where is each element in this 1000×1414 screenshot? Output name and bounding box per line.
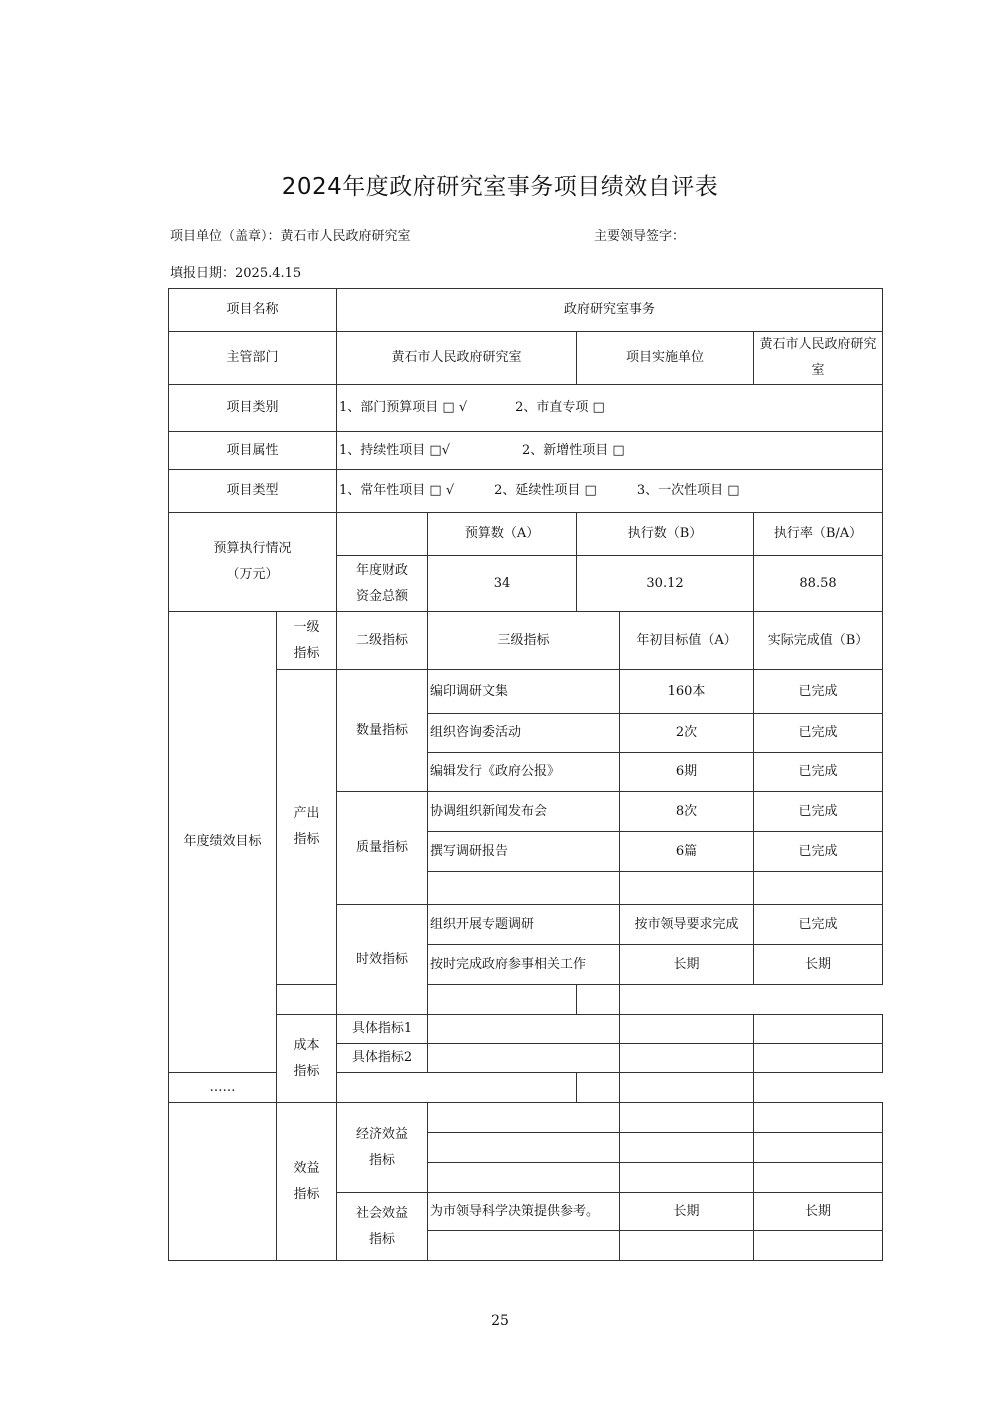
indicator-actual: 已完成 bbox=[754, 753, 883, 792]
cost-item: 具体指标2 bbox=[337, 1044, 428, 1073]
level2-header: 二级指标 bbox=[337, 612, 428, 670]
cost-item: …… bbox=[169, 1073, 277, 1103]
empty-cell bbox=[428, 1133, 620, 1163]
project-name-value: 政府研究室事务 bbox=[337, 289, 883, 332]
benefit-indicator-label bbox=[277, 1103, 337, 1261]
empty-cell bbox=[620, 1133, 754, 1163]
empty-cell bbox=[577, 985, 620, 1015]
indicator-target: 按市领导要求完成 bbox=[620, 905, 754, 945]
empty-cell bbox=[754, 872, 883, 905]
indicator-target: 6篇 bbox=[620, 832, 754, 872]
budget-label-line2: （万元） bbox=[226, 567, 279, 582]
empty-cell bbox=[620, 1163, 754, 1193]
economic-label-line2: 指标 bbox=[369, 1152, 396, 1168]
benefit-label-line1: 效益 bbox=[293, 1160, 320, 1176]
attribute-options bbox=[337, 432, 883, 470]
department-label: 主管部门 bbox=[169, 332, 337, 385]
annual-goal-label: 年度绩效目标 bbox=[169, 612, 277, 1073]
indicator-name: 按时完成政府参事相关工作 bbox=[428, 945, 620, 985]
level1-header bbox=[277, 612, 337, 670]
page-title: 2024年度政府研究室事务项目绩效自评表 bbox=[281, 174, 719, 200]
level1-header-line2: 指标 bbox=[293, 645, 320, 661]
leader-signature: 主要领导签字： bbox=[594, 229, 686, 244]
quality-indicator-label: 质量指标 bbox=[337, 792, 428, 905]
empty-cell bbox=[754, 1044, 883, 1073]
indicator-target: 8次 bbox=[620, 792, 754, 832]
empty-cell bbox=[620, 1073, 754, 1103]
indicator-target: 长期 bbox=[620, 945, 754, 985]
indicator-name: 编印调研文集 bbox=[428, 670, 620, 714]
empty-cell bbox=[754, 1231, 883, 1261]
attribute-option-2: 2、新增性项目 □ bbox=[522, 442, 625, 458]
output-label-line2: 指标 bbox=[293, 832, 320, 847]
budget-rate-value: 88.58 bbox=[754, 556, 883, 612]
indicator-name: 为市领导科学决策提供参考。 bbox=[428, 1193, 620, 1231]
indicator-name: 协调组织新闻发布会 bbox=[428, 792, 620, 832]
cost-item: 具体指标1 bbox=[337, 1015, 428, 1044]
social-label-line2: 指标 bbox=[369, 1231, 396, 1247]
cost-indicator-label bbox=[277, 1015, 337, 1103]
budget-row-label-line2: 资金总额 bbox=[356, 588, 409, 604]
level1-header-line1: 一级 bbox=[293, 619, 320, 635]
indicator-name: 组织咨询委活动 bbox=[428, 714, 620, 753]
empty-cell bbox=[169, 1103, 277, 1261]
output-indicator-label bbox=[277, 670, 337, 985]
project-unit: 项目单位（盖章）：黄石市人民政府研究室 bbox=[170, 229, 411, 244]
empty-cell bbox=[277, 985, 428, 1015]
empty-cell bbox=[620, 872, 754, 905]
indicator-actual: 长期 bbox=[754, 945, 883, 985]
cost-label-line2: 指标 bbox=[293, 1063, 320, 1079]
empty-cell bbox=[620, 1015, 754, 1044]
quantity-indicator-label: 数量指标 bbox=[337, 670, 428, 792]
empty-cell bbox=[577, 1073, 620, 1103]
budget-row-label-line1: 年度财政 bbox=[356, 562, 409, 578]
budget-label-line1: 预算执行情况 bbox=[213, 541, 292, 556]
timeliness-indicator-label: 时效指标 bbox=[337, 905, 428, 1015]
type-label: 项目类型 bbox=[169, 470, 337, 513]
level3-header: 三级指标 bbox=[428, 612, 620, 670]
empty-cell bbox=[620, 1231, 754, 1261]
output-label-line1: 产出 bbox=[293, 806, 320, 821]
category-label: 项目类别 bbox=[169, 385, 337, 432]
indicator-actual: 已完成 bbox=[754, 832, 883, 872]
empty-cell bbox=[620, 1103, 754, 1133]
empty-cell bbox=[337, 1073, 577, 1103]
budget-row-label bbox=[337, 556, 428, 612]
report-date: 填报日期：2025.4.15 bbox=[170, 266, 302, 281]
empty-cell bbox=[620, 1044, 754, 1073]
empty-cell bbox=[754, 1133, 883, 1163]
indicator-name: 撰写调研报告 bbox=[428, 832, 620, 872]
empty-cell bbox=[754, 1163, 883, 1193]
economic-benefit-label bbox=[337, 1103, 428, 1193]
empty-cell bbox=[754, 1015, 883, 1044]
budget-col-a: 预算数（A） bbox=[428, 513, 577, 556]
self-evaluation-table bbox=[168, 288, 883, 1261]
indicator-target: 160本 bbox=[620, 670, 754, 714]
actual-header: 实际完成值（B） bbox=[754, 612, 883, 670]
empty-cell bbox=[754, 1103, 883, 1133]
economic-label-line1: 经济效益 bbox=[356, 1126, 409, 1142]
target-header: 年初目标值（A） bbox=[620, 612, 754, 670]
impl-unit-label: 项目实施单位 bbox=[577, 332, 754, 385]
empty-cell bbox=[428, 1231, 620, 1261]
budget-label bbox=[169, 513, 337, 612]
type-options bbox=[337, 470, 883, 513]
social-benefit-label bbox=[337, 1193, 428, 1261]
budget-a-value: 34 bbox=[428, 556, 577, 612]
department-value: 黄石市人民政府研究室 bbox=[337, 332, 577, 385]
budget-b-value: 30.12 bbox=[577, 556, 754, 612]
indicator-name: 组织开展专题调研 bbox=[428, 905, 620, 945]
empty-cell bbox=[428, 1044, 620, 1073]
category-option-1: 1、部门预算项目 □ √ bbox=[339, 400, 468, 415]
empty-cell bbox=[428, 872, 620, 905]
attribute-option-1: 1、持续性项目 □√ bbox=[339, 442, 450, 458]
impl-unit-value: 黄石市人民政府研究室 bbox=[754, 332, 883, 385]
category-option-2: 2、市直专项 □ bbox=[515, 400, 605, 415]
type-option-3: 3、一次性项目 □ bbox=[636, 483, 740, 498]
type-option-2: 2、延续性项目 □ bbox=[494, 483, 597, 498]
indicator-actual: 已完成 bbox=[754, 714, 883, 753]
type-option-1: 1、常年性项目 □ √ bbox=[339, 483, 455, 498]
empty-cell bbox=[428, 1103, 620, 1133]
empty-cell bbox=[428, 985, 577, 1015]
indicator-target: 6期 bbox=[620, 753, 754, 792]
budget-col-b: 执行数（B） bbox=[577, 513, 754, 556]
indicator-name: 编辑发行《政府公报》 bbox=[428, 753, 620, 792]
indicator-actual: 已完成 bbox=[754, 905, 883, 945]
benefit-label-line2: 指标 bbox=[293, 1186, 320, 1202]
social-label-line1: 社会效益 bbox=[356, 1205, 409, 1221]
indicator-target: 2次 bbox=[620, 714, 754, 753]
cost-label-line1: 成本 bbox=[293, 1037, 320, 1053]
indicator-actual: 已完成 bbox=[754, 670, 883, 714]
budget-col-rate: 执行率（B/A） bbox=[754, 513, 883, 556]
empty-cell bbox=[428, 1163, 620, 1193]
indicator-actual: 已完成 bbox=[754, 792, 883, 832]
attribute-label: 项目属性 bbox=[169, 432, 337, 470]
category-options bbox=[337, 385, 883, 432]
project-name-label: 项目名称 bbox=[169, 289, 337, 332]
budget-blank-cell bbox=[337, 513, 428, 556]
indicator-actual: 长期 bbox=[754, 1193, 883, 1231]
empty-cell bbox=[428, 1015, 620, 1044]
indicator-target: 长期 bbox=[620, 1193, 754, 1231]
page-number: 25 bbox=[491, 1313, 509, 1329]
